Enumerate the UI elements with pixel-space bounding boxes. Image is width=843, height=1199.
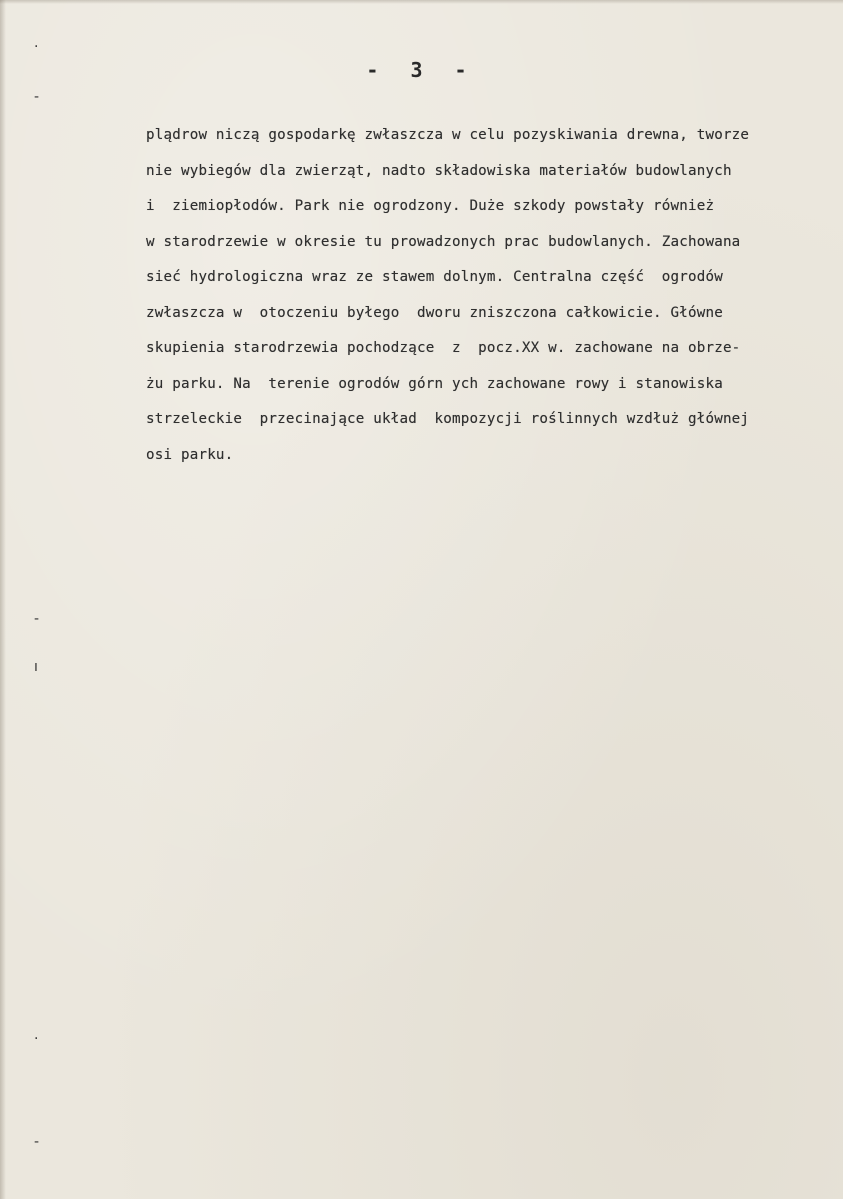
page-number: - 3 -	[366, 58, 477, 82]
text-line: żu parku. Na terenie ogrodów górn ych zachowane rowy i stanowiska	[146, 375, 723, 392]
margin-dash-mark: -	[34, 611, 40, 627]
text-line: w starodrzewie w okresie tu prowadzonych prac budowlanych. Zachowana	[146, 233, 741, 250]
margin-tick-mark: ı	[34, 659, 38, 675]
text-line: plądrow niczą gospodarkę zwłaszcza w celu pozyskiwania drewna, tworze	[146, 127, 750, 143]
text-line: sieć hydrologiczna wraz ze stawem dolnym. Centralna część ogrodów	[146, 269, 723, 285]
page-left-edge-shadow	[0, 0, 6, 1199]
text-line: zwłaszcza w otoczeniu byłego dworu zniszczona całkowicie. Główne	[146, 304, 723, 321]
text-line: strzeleckie przecinające układ kompozycji roślinnych wzdłuż głównej	[146, 411, 750, 427]
margin-dash-mark: -	[34, 1134, 40, 1150]
text-line: skupienia starodrzewia pochodzące z pocz.XX w. zachowane na obrze-	[146, 340, 741, 356]
text-line: osi parku.	[146, 446, 234, 463]
margin-dash-mark: -	[34, 89, 40, 105]
margin-dot-mark: ·	[34, 1031, 39, 1047]
text-line: nie wybiegów dla zwierząt, nadto składowiska materiałów budowlanych	[146, 162, 732, 179]
text-line: i ziemiopłodów. Park nie ogrodzony. Duże szkody powstały również	[146, 198, 715, 214]
page-top-edge-shadow	[0, 0, 843, 4]
margin-dot-mark: ·	[34, 39, 39, 55]
body-paragraph	[146, 118, 840, 473]
